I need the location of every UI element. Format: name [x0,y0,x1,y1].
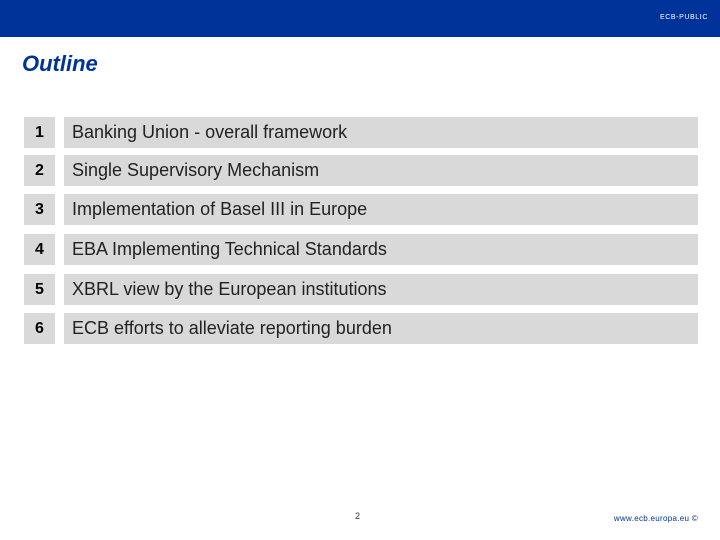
outline-item-6 [24,313,698,344]
outline-label: Implementation of Basel III in Europe [64,194,698,225]
page-number: 2 [355,511,361,521]
page-title: Outline [22,51,98,76]
outline-item-2 [24,155,698,186]
outline-label: EBA Implementing Technical Standards [64,234,698,265]
outline-number: 5 [24,274,55,305]
classification-label: ECB-PUBLIC [659,14,708,21]
outline-item-3 [24,194,698,225]
outline-number: 6 [24,313,55,344]
outline-number: 1 [24,117,55,148]
outline-number: 3 [24,194,55,225]
outline-number: 4 [24,234,55,265]
outline-label: ECB efforts to alleviate reporting burden [64,313,698,344]
outline-label: XBRL view by the European institutions [64,274,698,305]
top-banner [0,0,720,37]
outline-label: Single Supervisory Mechanism [64,155,698,186]
outline-number: 2 [24,155,55,186]
outline-item-1 [24,117,698,148]
outline-label: Banking Union - overall framework [64,117,698,148]
outline-item-4 [24,234,698,265]
outline-item-5 [24,274,698,305]
footer-url[interactable]: www.ecb.europa.eu © [613,514,698,523]
